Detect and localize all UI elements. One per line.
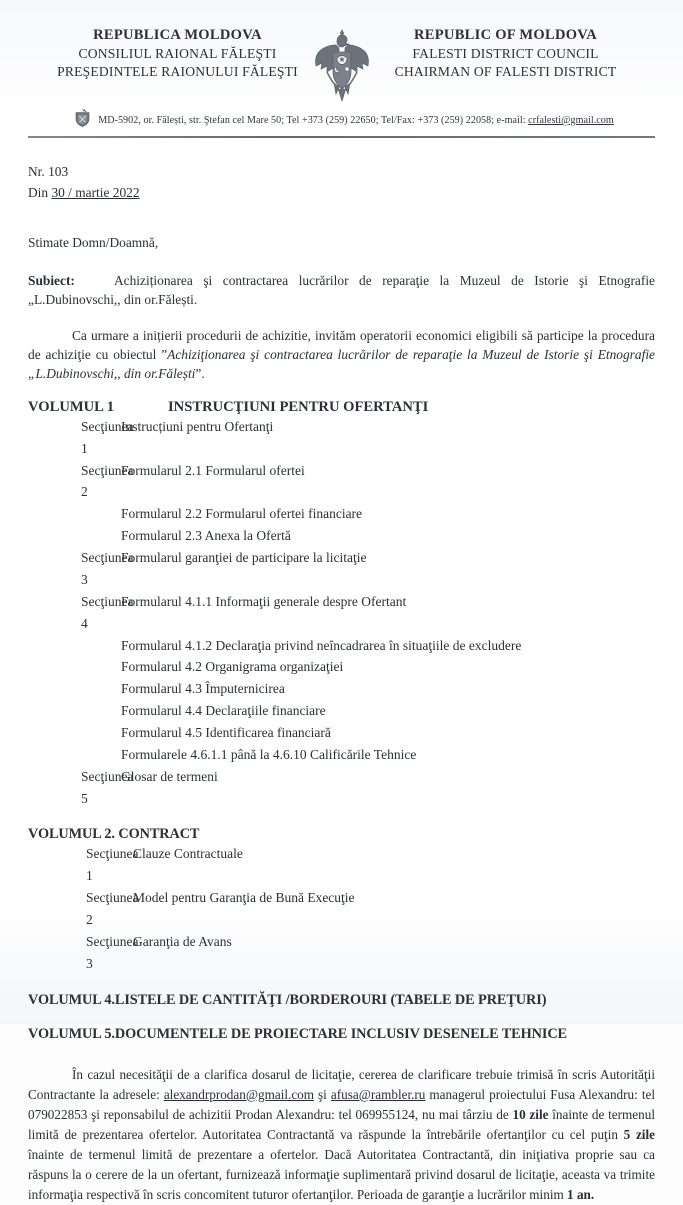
volume2-heading: VOLUMUL 2. CONTRACT bbox=[28, 826, 200, 843]
section-row bbox=[28, 931, 655, 975]
section-label: Secţiunea 2 bbox=[86, 890, 139, 927]
document-number: Nr. 103 bbox=[28, 164, 69, 179]
letterhead bbox=[28, 0, 655, 102]
volume1-section-list bbox=[28, 416, 655, 809]
clarification-paragraph bbox=[28, 1065, 655, 1205]
letterhead-left bbox=[55, 26, 305, 81]
section-label: Secţiunea 4 bbox=[81, 593, 134, 631]
date-prefix: Din bbox=[28, 184, 52, 200]
section-text: Clauze Contractuale bbox=[133, 846, 243, 862]
letterhead-right-line1: REPUBLIC OF MOLDOVA bbox=[414, 27, 597, 43]
section-row bbox=[28, 635, 655, 657]
volume1-heading-left: VOLUMUL 1 bbox=[28, 398, 115, 415]
section-row bbox=[28, 591, 655, 635]
section-row bbox=[28, 547, 655, 591]
subject-text: Achiziționarea şi contractarea lucrărilor de reparaţie la Muzeul de Istorie şi Etnografie „L.Dubinovschi,, din or.Fălești. bbox=[28, 272, 655, 307]
address-line bbox=[28, 109, 655, 132]
section-label bbox=[28, 503, 121, 525]
section-row bbox=[28, 744, 655, 766]
section-label bbox=[28, 700, 121, 722]
header-divider bbox=[28, 136, 655, 138]
letterhead-right-line3: CHAIRMAN OF FALESTI DISTRICT bbox=[394, 64, 617, 80]
letterhead-left-line2: CONSILIUL RAIONAL FĂLEŞTI bbox=[78, 46, 277, 62]
section-row bbox=[28, 766, 655, 810]
section-label: Secţiunea 1 bbox=[86, 846, 139, 884]
section-text: Formularul 4.2 Organigrama organizaţiei bbox=[121, 659, 344, 675]
intro-object-italic: Achiziţionarea şi contractarea lucrărilor de reparaţie la Muzeul de Istorie şi Etnografie „L.Dubinovschi,, din or.Fălești bbox=[28, 347, 655, 382]
section-text: Formularul garanţiei de participare la licitaţie bbox=[121, 550, 367, 566]
volume5-heading: VOLUMUL 5.DOCUMENTELE DE PROIECTARE INCLUSIV DESENELE TEHNICE bbox=[28, 1025, 567, 1042]
clarification-part2: managerul proiectului Fusa Alexandru: tel 079022853 şi reponsabilul de achizitii Prodan Alexandru: tel 069955124, nu mai târziu de bbox=[28, 1086, 655, 1122]
clarification-conjunction: şi bbox=[314, 1086, 331, 1102]
section-row bbox=[28, 843, 655, 887]
clarification-bold-1-an: 1 an. bbox=[567, 1186, 595, 1202]
letterhead-right bbox=[379, 26, 629, 81]
section-label bbox=[28, 722, 121, 744]
section-text: Formularele 4.6.1.1 până la 4.6.10 Calificările Tehnice bbox=[121, 746, 417, 762]
section-text: Instrucțiuni pentru Ofertanţi bbox=[121, 418, 274, 434]
section-label: Secţiunea 3 bbox=[86, 933, 139, 971]
reference-block bbox=[28, 162, 655, 204]
section-text: Formularul 4.5 Identificarea financiară bbox=[121, 724, 331, 740]
intro-before: Ca urmare a inițierii procedurii de achizitie, invităm operatorii economici eligibili să participe la procedura de achiziţie cu obiectul ” bbox=[28, 327, 655, 363]
section-row bbox=[28, 722, 655, 744]
section-label: Secţiunea 2 bbox=[81, 462, 134, 500]
subject-label: Subiect: bbox=[28, 272, 75, 288]
section-label bbox=[28, 656, 121, 678]
volume1-heading bbox=[28, 399, 655, 416]
section-label: Secţiunea 1 bbox=[81, 418, 134, 456]
clarification-bold-5-zile: 5 zile bbox=[623, 1126, 655, 1142]
section-row bbox=[28, 416, 655, 460]
clarification-bold-10-zile: 10 zile bbox=[512, 1106, 549, 1122]
section-row bbox=[28, 700, 655, 722]
section-text: Formularul 4.1.2 Declaraţia privind neîncadrarea în situaţiile de excludere bbox=[121, 637, 522, 653]
section-text: Formularul 2.2 Formularul ofertei financiare bbox=[121, 506, 363, 522]
clarification-part4: înainte de termenul limită de prezentare a ofertelor. Dacă Autoritatea Contractantă, din iniţiativa proprie sau ca răspuns la o cerere de la un ofertant, furnizează informaţie suplimentară privind dosarul de licitaţie, aceasta va trimite informaţia respectivă în scris concomitent tuturor ofertanţilor. Perioada de garanţie a lucrărilor minim bbox=[28, 1146, 655, 1202]
section-label bbox=[28, 744, 121, 766]
clarification-email-2[interactable]: afusa@rambler.ru bbox=[330, 1086, 426, 1102]
section-text: Formularul 4.4 Declaraţiile financiare bbox=[121, 703, 326, 719]
section-text: Glosar de termeni bbox=[121, 768, 218, 784]
volume2-section-list bbox=[28, 843, 655, 974]
section-label bbox=[28, 635, 121, 657]
clarification-email-1[interactable]: alexandrprodan@gmail.com bbox=[163, 1086, 315, 1102]
section-row bbox=[28, 656, 655, 678]
volume4-heading: VOLUMUL 4.LISTELE DE CANTITĂŢI /BORDEROURI (TABELE DE PREŢURI) bbox=[28, 991, 547, 1008]
section-text: Model pentru Garanţia de Bună Execuţie bbox=[133, 890, 355, 906]
section-label: Secţiunea 5 bbox=[81, 768, 134, 806]
moldova-coat-of-arms-icon bbox=[305, 26, 379, 102]
salutation: Stimate Domn/Doamnă, bbox=[28, 234, 159, 250]
subject-line bbox=[28, 271, 655, 309]
letterhead-right-line2: FALESTI DISTRICT COUNCIL bbox=[412, 46, 599, 62]
clarification-part1: În cazul necesităţii de a clarifica dosarul de licitaţie, cererea de clarificare trebuie trimisă în scris Autorităţii Contractante la adresele: bbox=[28, 1066, 655, 1102]
section-row bbox=[28, 525, 655, 547]
section-row bbox=[28, 460, 655, 504]
letterhead-left-line1: REPUBLICA MOLDOVA bbox=[93, 27, 262, 43]
date-value: 30 / martie 2022 bbox=[51, 184, 140, 200]
address-text bbox=[98, 115, 614, 126]
section-label bbox=[28, 525, 121, 547]
section-text: Formularul 2.1 Formularul ofertei bbox=[121, 462, 305, 478]
section-label bbox=[28, 678, 121, 700]
contact-email[interactable]: crfalesti@gmail.com bbox=[528, 115, 614, 126]
section-label: Secţiunea 3 bbox=[81, 550, 134, 587]
intro-paragraph bbox=[28, 326, 655, 384]
section-text: Formularul 4.1.1 Informaţii generale despre Ofertant bbox=[121, 593, 407, 609]
intro-after: ”. bbox=[195, 366, 205, 382]
section-text: Garanţia de Avans bbox=[133, 933, 232, 949]
letterhead-left-line3: PREŞEDINTELE RAIONULUI FĂLEŞTI bbox=[57, 64, 298, 80]
district-shield-icon bbox=[75, 109, 90, 132]
volume1-heading-right: INSTRUCŢIUNI PENTRU OFERTANŢI bbox=[168, 398, 429, 415]
section-text: Formularul 2.3 Anexa la Ofertă bbox=[121, 528, 291, 544]
document-date bbox=[28, 183, 655, 204]
section-row bbox=[28, 887, 655, 931]
clarification-part3: înainte de termenul limită de prezentarea ofertelor. Autoritatea Contractantă va răspunde la întrebările ofertanţilor cu cel puţin bbox=[28, 1106, 655, 1142]
section-row bbox=[28, 678, 655, 700]
section-row bbox=[28, 503, 655, 525]
address-prefix: MD-5902, or. Fălești, str. Ştefan cel Mare 50; Tel +373 (259) 22650; Tel/Fax: +373 (259) 22058; e-mail: bbox=[98, 115, 529, 126]
section-text: Formularul 4.3 Împuternicirea bbox=[121, 681, 285, 697]
